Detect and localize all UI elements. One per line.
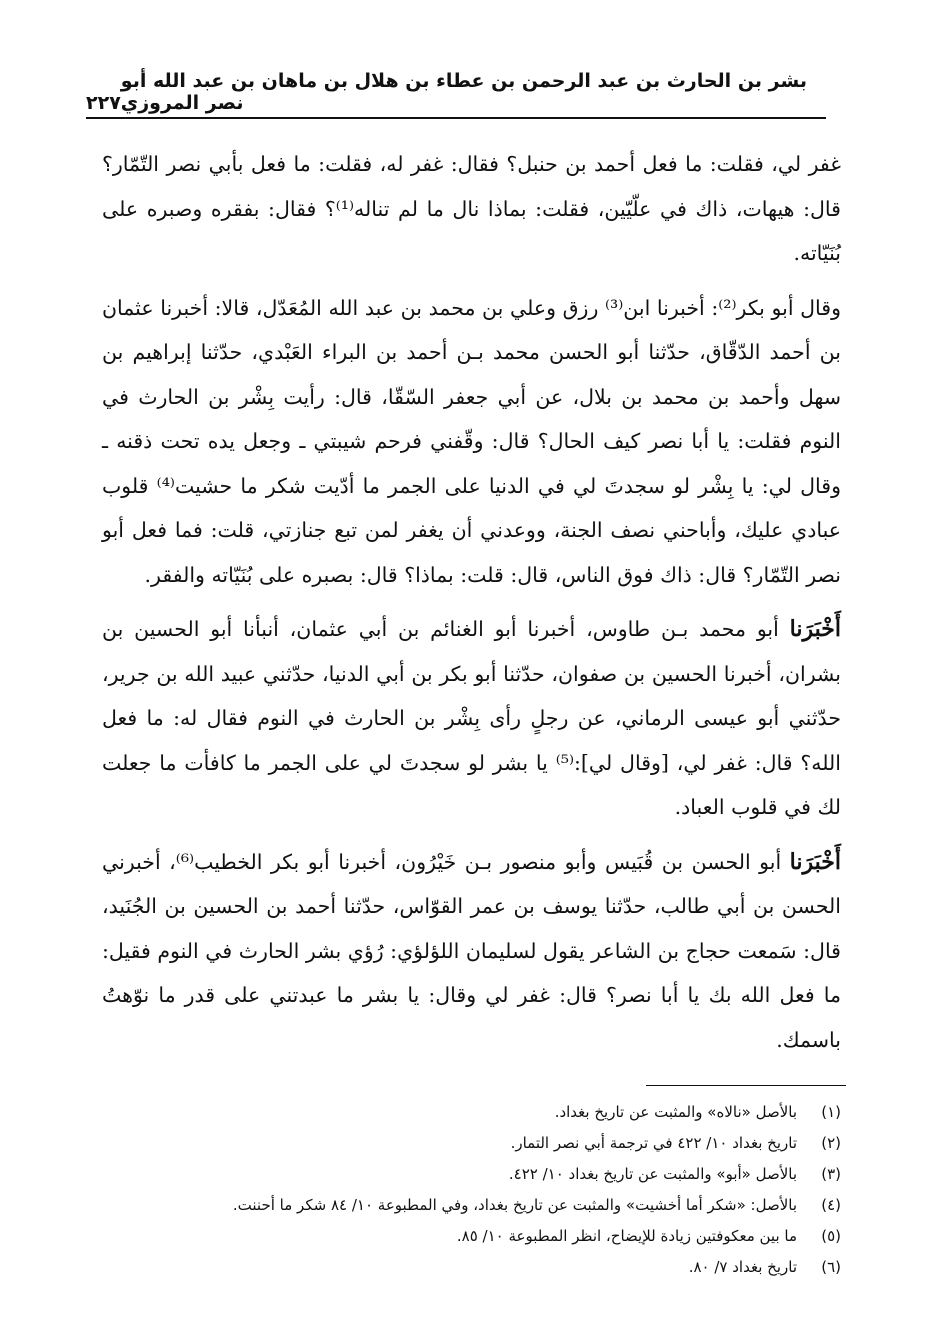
footnotes <box>102 1097 841 1283</box>
header-rule <box>86 117 826 119</box>
footnote <box>102 1097 841 1128</box>
paragraph-text: وقال أبو بكر⁽²⁾: أخبرنا ابن⁽³⁾ رزق وعلي بن محمد بن عبد الله المُعَدّل، قالا: أخبرنا عثمان بن أحمد الدّقّاق، حدّثنا أبو الحسن محمد بـن أحمد بن البراء العَبْدي، حدّثنا إبراهيم بن سهل وأحمد بن محمد بن بلال، عن أبي جعفر السّقّا، قال: رأيت بِشْر بن الحارث في النوم فقلت: يا أبا نصر كيف الحال؟ قال: وقّفني فرحم شيبتي ـ وجعل يده تحت ذقنه ـ وقال لي: يا بِشْر لو سجدتَ لي في الدنيا على الجمر ما أدّيت شكر ما حشيت⁽⁴⁾ قلوب عبادي عليك، وأباحني نصف الجنة، ووعدني أن يغفر لمن تبع جنازتي، قلت: فما فعل أبو نصر التّمّار؟ قال: ذاك فوق الناس، قال: قلت: بماذا؟ قال: بصبره على بُنَيّاته والفقر. <box>102 295 842 587</box>
footnote <box>102 1221 841 1252</box>
footnote-number: (٣) <box>821 1165 841 1183</box>
footnote-number: (٤) <box>821 1196 841 1214</box>
paragraph-keyword: أَخْبَرَنا <box>789 616 841 642</box>
paragraph <box>102 840 841 1063</box>
running-header <box>86 70 826 114</box>
footnote <box>102 1128 841 1159</box>
paragraph-keyword: أَخْبَرَنا <box>789 848 841 875</box>
footnote <box>102 1159 841 1190</box>
paragraph <box>102 142 841 276</box>
footnote-text: بالأصل «أبو» والمثبت عن تاريخ بغداد ١٠/ ٤٢٢. <box>508 1165 797 1183</box>
paragraph-text: غفر لي، فقلت: ما فعل أحمد بن حنبل؟ فقال: غفر له، فقلت: ما فعل بأبي نصر التّمّار؟ قال: هيهات، ذاك في علّيّين، فقلت: بماذا نال ما لم تناله⁽¹⁾؟ فقال: بفقره وصبره على بُنَيّاته. <box>102 152 841 265</box>
running-title: بشر بن الحارث بن عبد الرحمن بن عطاء بن هلال بن ماهان بن عبد الله أبو نصر المروزي <box>120 70 807 114</box>
paragraph <box>102 607 841 830</box>
page-number: ٢٢٧ <box>86 92 121 114</box>
paragraph-text: أبو محمد بـن طاوس، أخبرنا أبو الغنائم بن أبي عثمان، أنبأنا أبو الحسين بن بشران، أخبرنا الحسين بن صفوان، حدّثنا أبو بكر بن أبي الدنيا، حدّثني عبيد الله بن جرير، حدّثني أبو عيسى الرماني، عن رجلٍ رأى بِشْر بن الحارث في النوم فقال له: ما فعل الله؟ قال: غفر لي، [وقال لي]:⁽⁵⁾ يا بشر لو سجدتَ لي على الجمر ما كافأت ما جعلت لك في قلوب العباد. <box>102 617 841 819</box>
paragraph-text: أبو الحسن بن قُبَيس وأبو منصور بـن خَيْرُون، أخبرنا أبو بكر الخطيب⁽⁶⁾، أخبرني الحسن بن أبي طالب، حدّثنا يوسف بن عمر القوّاس، حدّثنا أحمد بن الحسين بن الجُنَيد، قال: سَمعت حجاج بن الشاعر يقول لسليمان اللؤلؤي: رُؤي بشر الحارث في النوم فقيل: ما فعل الله بك يا أبا نصر؟ قال: غفر لي وقال: يا بشر ما عبدتني على قدر ما نوّهتُ باسمك. <box>102 849 841 1052</box>
main-text <box>102 142 841 1062</box>
footnote <box>102 1252 841 1283</box>
footnote-number: (٥) <box>821 1227 841 1245</box>
footnote-text: تاريخ بغداد ١٠/ ٤٢٢ في ترجمة أبي نصر التمار. <box>510 1134 797 1152</box>
footnote-number: (١) <box>821 1103 841 1121</box>
footnote-text: تاريخ بغداد ٧/ ٨٠. <box>688 1258 797 1276</box>
footnote-separator <box>646 1085 846 1086</box>
footnote-number: (٦) <box>821 1258 841 1276</box>
footnote-text: ما بين معكوفتين زيادة للإيضاح، انظر المطبوعة ١٠/ ٨٥. <box>456 1227 797 1245</box>
footnote-number: (٢) <box>821 1134 841 1152</box>
footnote <box>102 1190 841 1221</box>
paragraph <box>102 286 841 598</box>
footnote-text: بالأصل «نالاه» والمثبت عن تاريخ بغداد. <box>554 1103 797 1121</box>
footnote-text: بالأصل: «شكر أما أخشيت» والمثبت عن تاريخ بغداد، وفي المطبوعة ١٠/ ٨٤ شكر ما أحننت. <box>232 1196 797 1214</box>
